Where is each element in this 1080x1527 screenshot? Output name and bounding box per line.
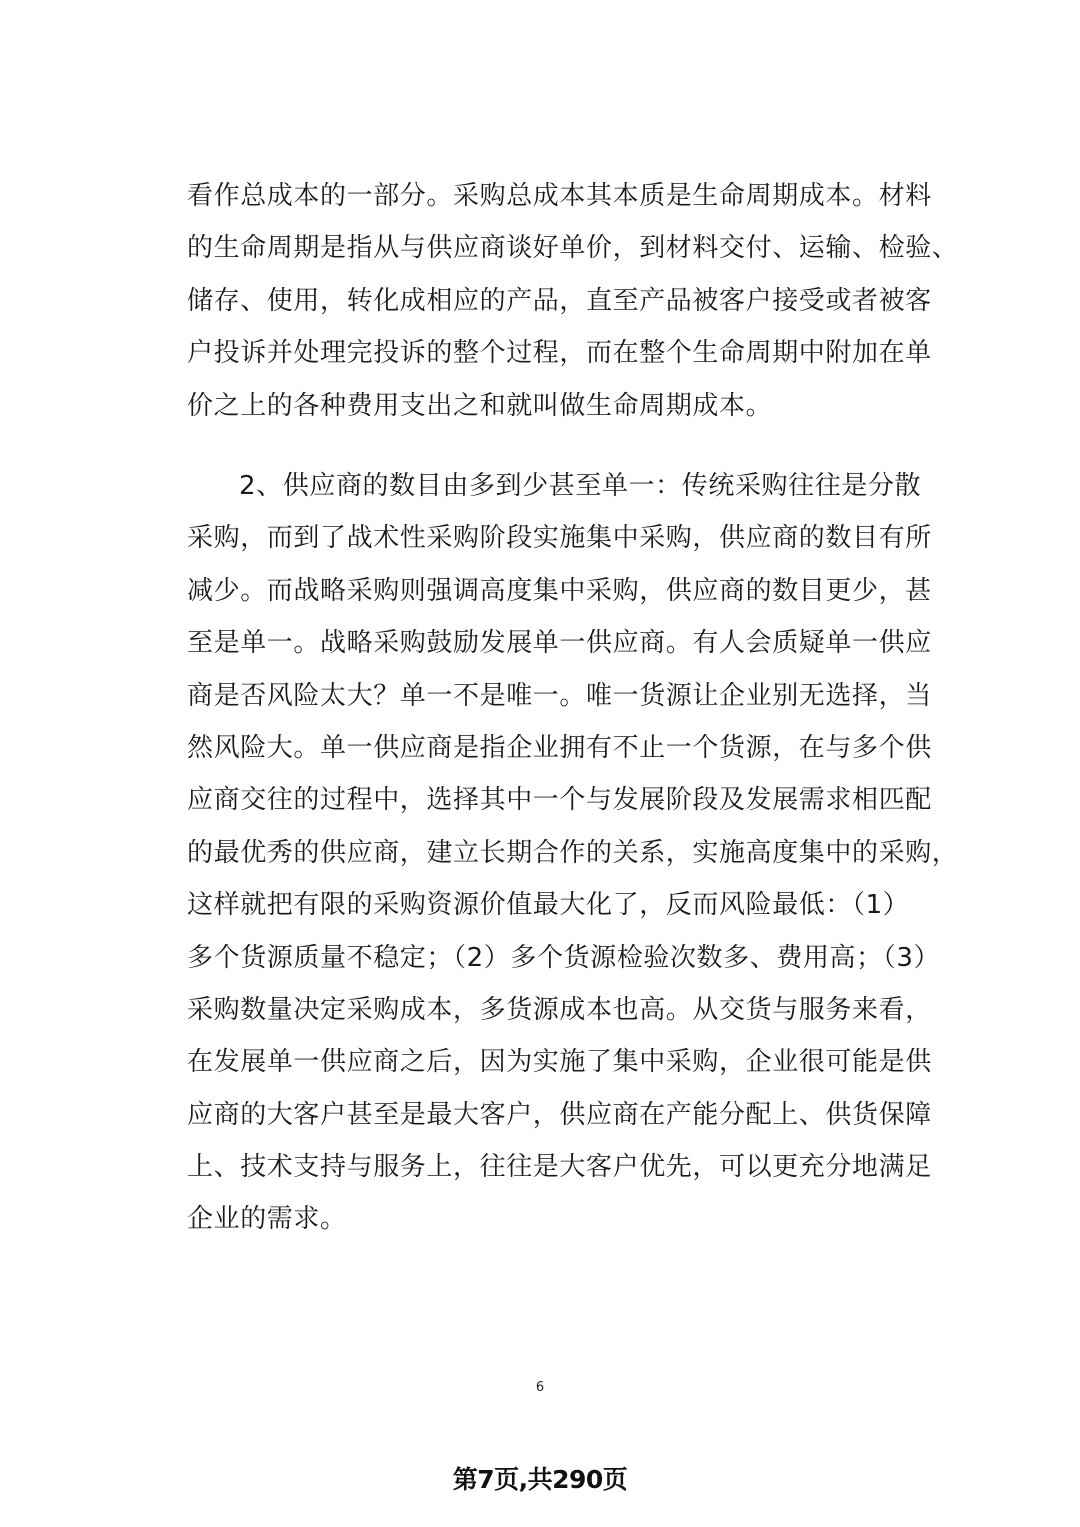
text-line: 看作总成本的一部分。采购总成本其本质是生命周期成本。材料 [187, 181, 932, 211]
text-line: 在发展单一供应商之后，因为实施了集中采购，企业很可能是供 [187, 1047, 932, 1078]
text-line: 至是单一。战略采购鼓励发展单一供应商。有人会质疑单一供应 [187, 628, 932, 659]
page-number: 6 [535, 1380, 545, 1395]
text-line: 企业的需求。 [187, 1204, 347, 1235]
text-line: 上、技术支持与服务上，往往是大客户优先，可以更充分地满足 [187, 1152, 932, 1183]
text-line: 商是否风险太大？单一不是唯一。唯一货源让企业别无选择，当 [187, 680, 932, 711]
text-line: 2、供应商的数目由多到少甚至单一：传统采购往往是分散 [239, 471, 922, 501]
text-line: 采购，而到了战术性采购阶段实施集中采购，供应商的数目有所 [187, 523, 932, 554]
paragraph-lifecycle-cost [187, 170, 959, 432]
text-line: 这样就把有限的采购资源价值最大化了，反而风险最低：（1） [187, 890, 910, 921]
text-line: 价之上的各种费用支出之和就叫做生命周期成本。 [187, 390, 773, 421]
text-line: 应商交往的过程中，选择其中一个与发展阶段及发展需求相匹配 [187, 785, 932, 816]
text-line: 户投诉并处理完投诉的整个过程，而在整个生命周期中附加在单 [187, 338, 932, 369]
text-line: 采购数量决定采购成本，多货源成本也高。从交货与服务来看， [187, 994, 932, 1025]
text-line: 的最优秀的供应商，建立长期合作的关系，实施高度集中的采购， [187, 837, 959, 868]
text-line: 应商的大客户甚至是最大客户，供应商在产能分配上、供货保障 [187, 1099, 932, 1130]
text-line: 减少。而战略采购则强调高度集中采购，供应商的数目更少，甚 [187, 575, 932, 606]
text-line: 多个货源质量不稳定；（2）多个货源检验次数多、费用高；（3） [187, 942, 941, 973]
page-counter: 第7页,共290页 [452, 1465, 628, 1494]
paragraph-supplier-count [187, 460, 959, 1246]
text-line: 储存、使用，转化成相应的产品，直至产品被客户接受或者被客 [187, 285, 932, 316]
text-line: 然风险大。单一供应商是指企业拥有不止一个货源，在与多个供 [187, 732, 932, 763]
text-line: 的生命周期是指从与供应商谈好单价，到材料交付、运输、检验、 [187, 233, 959, 264]
